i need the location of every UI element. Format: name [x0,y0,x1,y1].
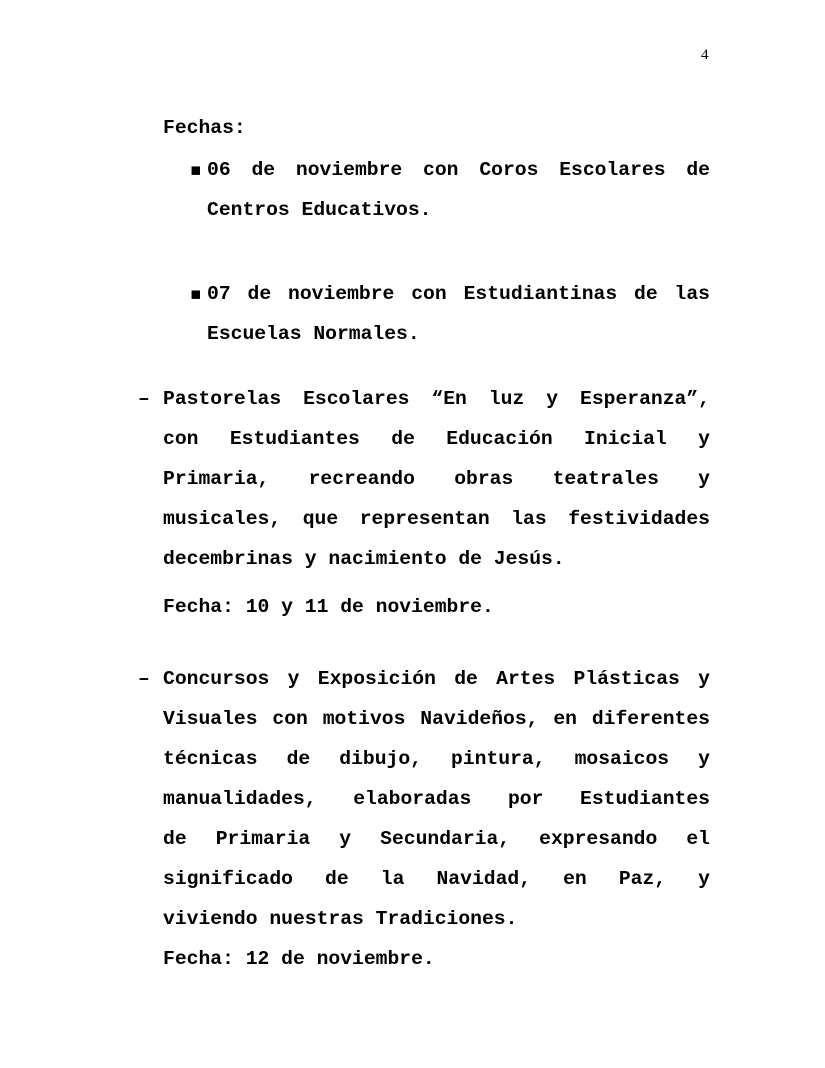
text-line: viviendo nuestras Tradiciones. [163,908,518,930]
text-line: de Primaria y Secundaria, expresando el [163,828,710,850]
text-line: Primaria, recreando obras teatrales y [163,468,710,490]
text-line: con Estudiantes de Educación Inicial y [163,428,710,450]
dash-icon: – [138,388,150,410]
text-line: 07 de noviembre con Estudiantinas de las [207,283,710,305]
dash-list-item [138,379,710,579]
section-heading: Fechas: [163,117,246,139]
page-number: 4 [701,47,709,63]
text-line: Escuelas Normales. [207,323,420,345]
date-line-item [163,939,710,979]
bullet-square-icon: ▪ [190,284,202,304]
text-line: técnicas de dibujo, pintura, mosaicos y [163,748,710,770]
text-line: Fecha: 12 de noviembre. [163,948,435,970]
dash-list-item [138,659,710,939]
text-line: Visuales con motivos Navideños, en diferentes [163,708,710,730]
bullet-list-item [163,150,710,230]
text-line: manualidades, elaboradas por Estudiantes [163,788,710,810]
text-line: 06 de noviembre con Coros Escolares de [207,159,710,181]
bullet-square-icon: ▪ [190,160,202,180]
text-line: Centros Educativos. [207,199,432,221]
dash-icon: – [138,668,150,690]
date-line-item [163,587,710,627]
text-line: decembrinas y nacimiento de Jesús. [163,548,565,570]
text-line: Fecha: 10 y 11 de noviembre. [163,596,494,618]
text-line: significado de la Navidad, en Paz, y [163,868,710,890]
text-line: Concursos y Exposición de Artes Plásticas y [163,668,710,690]
document-content [138,108,710,979]
text-line: Pastorelas Escolares “En luz y Esperanza”, [163,388,710,410]
text-line: musicales, que representan las festividades [163,508,710,530]
bullet-list-item [163,274,710,354]
